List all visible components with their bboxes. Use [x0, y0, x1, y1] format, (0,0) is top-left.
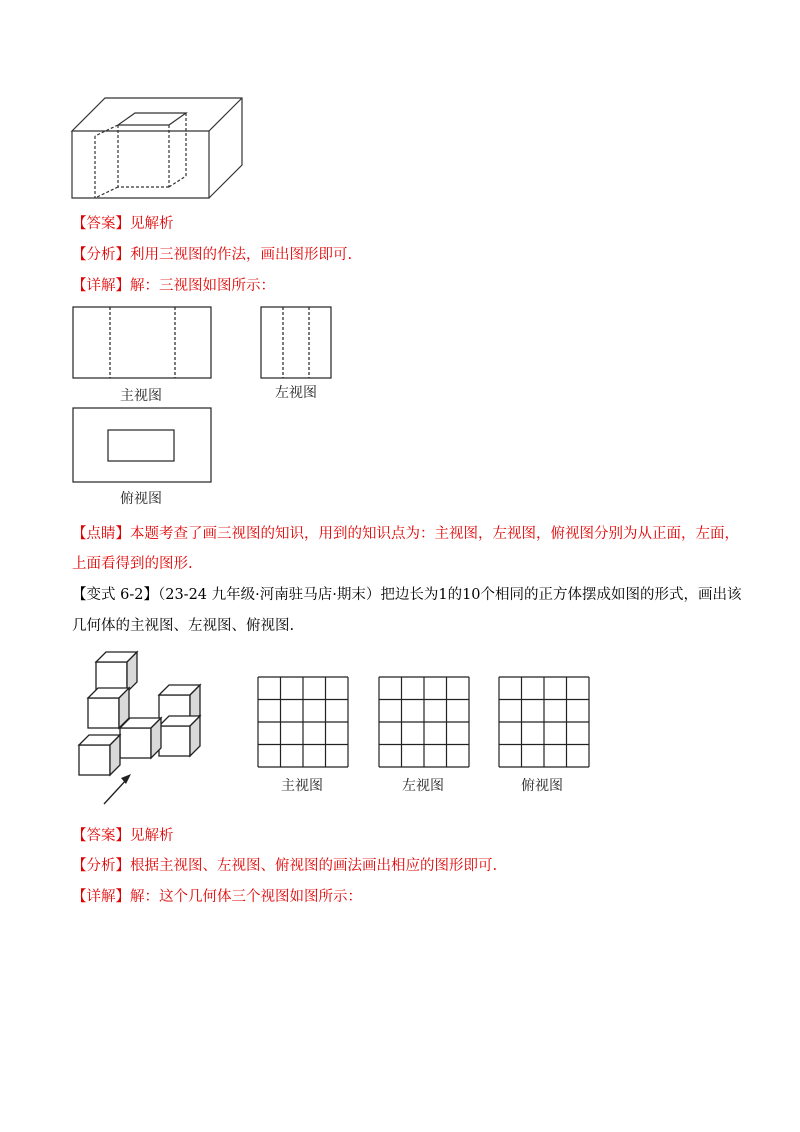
problem-text-2: 几何体的主视图、左视图、俯视图. — [72, 618, 295, 634]
analysis-line-1 — [72, 245, 352, 265]
analysis-line-2 — [72, 856, 497, 876]
answer-line-2 — [72, 826, 174, 846]
comment-tag: 【点睛】 — [72, 526, 130, 542]
detail-text: 解：三视图如图所示： — [130, 278, 275, 294]
caption-top-view: 俯视图 — [120, 491, 162, 507]
answer-grids — [0, 0, 800, 200]
detail-tag: 【详解】 — [72, 278, 130, 294]
comment-line-1 — [72, 524, 739, 544]
detail-line-1 — [72, 276, 275, 296]
problem-line-1 — [72, 585, 742, 605]
answer-tag: 【答案】 — [72, 216, 130, 232]
caption-left-view: 左视图 — [275, 385, 317, 401]
analysis-tag-2: 【分析】 — [72, 858, 130, 874]
detail-line-2 — [72, 887, 362, 907]
grid-caption-left: 左视图 — [402, 778, 444, 794]
problem-tag: 【变式 6-2】 — [72, 587, 158, 603]
answer-text-2: 见解析 — [130, 828, 174, 844]
answer-text: 见解析 — [130, 216, 174, 232]
analysis-tag: 【分析】 — [72, 247, 130, 263]
analysis-text: 利用三视图的作法，画出图形即可. — [130, 247, 353, 263]
comment-text-1: 本题考查了画三视图的知识，用到的知识点为：主视图，左视图，俯视图分别为从正面，左面， — [130, 526, 739, 542]
comment-text-2: 上面看得到的图形. — [72, 556, 193, 572]
detail-tag-2: 【详解】 — [72, 889, 130, 905]
grid-caption-front: 主视图 — [281, 778, 323, 794]
answer-tag-2: 【答案】 — [72, 828, 130, 844]
grid-caption-top: 俯视图 — [521, 778, 563, 794]
caption-front-view: 主视图 — [120, 388, 162, 404]
detail-text-2: 解：这个几何体三个视图如图所示： — [130, 889, 362, 905]
problem-text-1: （23-24 九年级·河南驻马店·期末）把边长为1的10个相同的正方体摆成如图的形式，画出该 — [157, 587, 742, 603]
analysis-text-2: 根据主视图、左视图、俯视图的画法画出相应的图形即可. — [130, 858, 498, 874]
